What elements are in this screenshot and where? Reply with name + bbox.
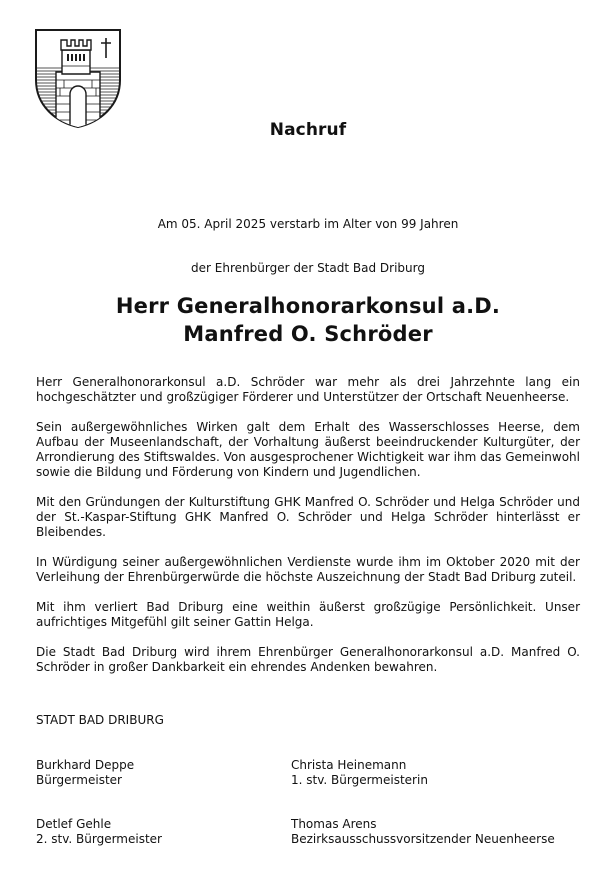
paragraph: Die Stadt Bad Driburg wird ihrem Ehrenbürger Generalhonorarkonsul a.D. Manfred O. Schröder in großer Dankbarkeit ein ehrendes Andenken bewahren. [36,645,580,674]
paragraph: Mit den Gründungen der Kulturstiftung GHK Manfred O. Schröder und Helga Schröder und der St.-Kaspar-Stiftung GHK Manfred O. Schröder und Helga Schröder hinterlässt er Bleibendes. [36,495,580,539]
death-announcement-line: Am 05. April 2025 verstarb im Alter von 99 Jahren [157,217,459,231]
signatory-name: Thomas Arens [291,817,377,831]
city-name: STADT BAD DRIBURG [36,713,164,727]
signatory-role: 1. stv. Bürgermeisterin [291,773,428,787]
paragraph: Mit ihm verliert Bad Driburg eine weithin äußerst großzügige Persönlichkeit. Unser aufrichtiges Mitgefühl gilt seiner Gattin Helga. [36,600,580,629]
signatory [36,817,162,847]
deceased-title: Herr Generalhonorarkonsul a.D. [115,294,501,318]
signatory-role: 2. stv. Bürgermeister [36,832,162,846]
signatory-name: Christa Heinemann [291,758,407,772]
signatory-role: Bürgermeister [36,773,122,787]
honorary-citizen-line: der Ehrenbürger der Stadt Bad Driburg [191,261,425,275]
signatory-role: Bezirksausschussvorsitzender Neuenheerse [291,832,555,846]
signatory [291,817,555,847]
signatory [291,758,428,788]
signatory [36,758,134,788]
deceased-name: Manfred O. Schröder [183,322,433,346]
paragraph: Sein außergewöhnliches Wirken galt dem Erhalt des Wasserschlosses Heerse, dem Aufbau der Museenlandschaft, der Vorhaltung äußerst beeindruckender Kulturgüter, der Arrondierung des Stiftswaldes. Von ausgesprochener Wichtigkeit war ihm das Gemeinwohl sowie die Bildung und Förderung von Kindern und Jugendlichen. [36,420,580,479]
paragraph: In Würdigung seiner außergewöhnlichen Verdienste wurde ihm im Oktober 2020 mit der Verleihung der Ehrenbürgerwürde die höchste Auszeichnung der Stadt Bad Driburg zuteil. [36,555,580,584]
page-title: Nachruf [269,120,347,140]
signatory-name: Detlef Gehle [36,817,112,831]
paragraph: Herr Generalhonorarkonsul a.D. Schröder war mehr als drei Jahrzehnte lang ein hochgeschätzter und großzügiger Förderer und Unterstützer der Ortschaft Neuenheerse. [36,375,580,404]
obituary-body [36,375,580,690]
signatory-name: Burkhard Deppe [36,758,135,772]
town-coat-of-arms-icon [34,28,122,128]
